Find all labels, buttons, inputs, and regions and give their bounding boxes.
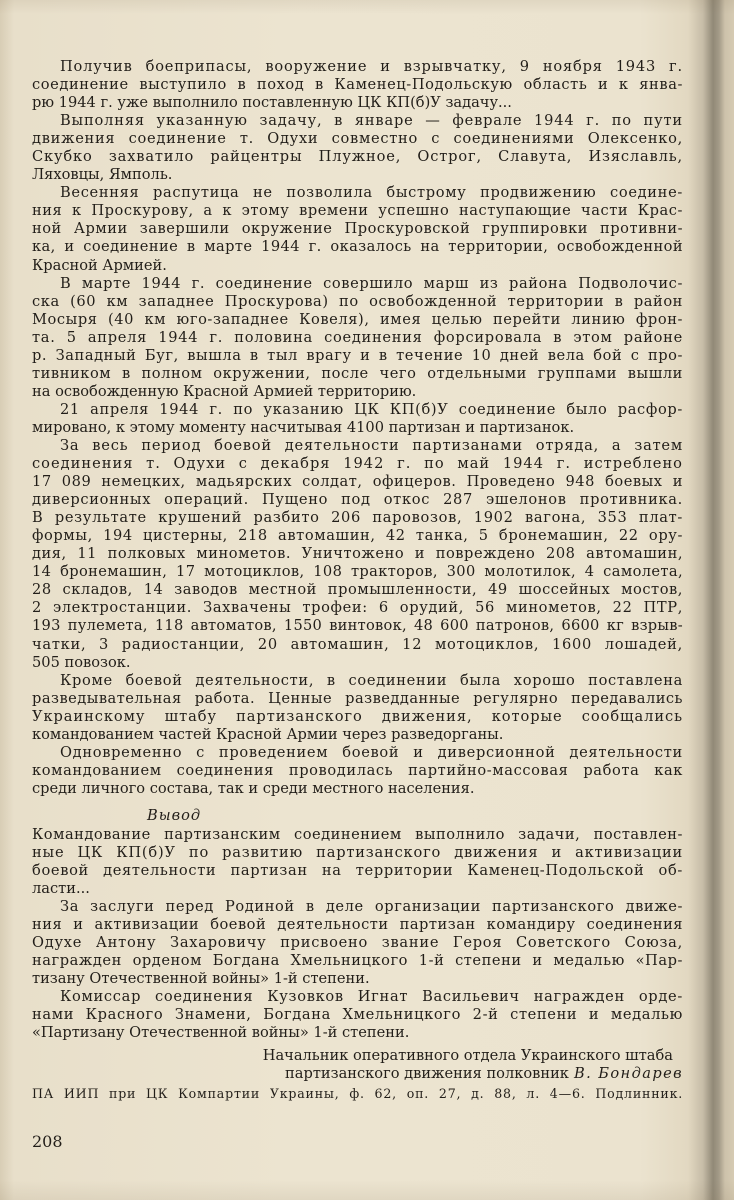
text-line: командованием частей Красной Армии через разведорганы. xyxy=(32,725,504,743)
paragraph xyxy=(32,988,683,1042)
text-line: ка, и соединение в марте 1944 г. оказалось на территории, освобожденной xyxy=(32,238,684,256)
text-line: боевой деятельности партизан на территории Каменец-Подольской об- xyxy=(32,862,683,880)
section-heading: Вывод xyxy=(147,806,202,824)
text-line: соединения т. Одухи с декабря 1942 г. по май 1944 г. истреблено xyxy=(32,455,683,473)
text-line: рю 1944 г. уже выполнило поставленную ЦК КП(б)У задачу... xyxy=(32,94,512,112)
text-line: соединение выступило в поход в Каменец-Подольскую область и к янва- xyxy=(32,76,684,94)
text-line: движения соединение т. Одухи совместно с соединениями Олексенко, xyxy=(32,130,683,148)
text-line: та. 5 апреля 1944 г. половина соединения форсировала в этом районе xyxy=(32,328,683,346)
text-line: ния и активизации боевой деятельности партизан командиру соединения xyxy=(32,916,684,934)
text-line: 17 089 немецких, мадьярских солдат, офицеров. Проведено 948 боевых и xyxy=(32,473,683,491)
text-line: 28 складов, 14 заводов местной промышленности, 49 шоссейных мостов, xyxy=(32,581,683,599)
text-line: Командование партизанским соединением выполнило задачи, поставлен- xyxy=(32,825,683,843)
text-line: Красной Армией. xyxy=(32,256,167,274)
text-line: 14 бронемашин, 17 мотоциклов, 108 тракторов, 300 молотилок, 4 самолета, xyxy=(32,563,683,581)
signatory-name: В. Бондарев xyxy=(574,1065,683,1083)
text-line: нами Красного Знамени, Богдана Хмельницкого 2-й степени и медалью xyxy=(32,1006,683,1024)
text-line: чатки, 3 радиостанции, 20 автомашин, 12 мотоциклов, 1600 лошадей, xyxy=(32,635,683,653)
text-line: р. Западный Буг, вышла в тыл врагу и в течение 10 дней вела бой с про- xyxy=(32,346,684,364)
text-line: командованием соединения проводилась партийно-массовая работа как xyxy=(32,761,684,779)
paragraph xyxy=(32,672,683,744)
text-line: тизану Отечественной войны» 1-й степени. xyxy=(32,970,370,988)
text-line: Скубко захватило райцентры Плужное, Острог, Славута, Изяславль, xyxy=(32,148,683,166)
text-line: тивником в полном окружении, после чего отдельными группами вышли xyxy=(32,364,683,382)
text-line: В результате крушений разбито 206 паровозов, 1902 вагона, 353 плат- xyxy=(32,509,683,527)
text-line: формы, 194 цистерны, 218 автомашин, 42 танка, 5 бронемашин, 22 ору- xyxy=(32,527,684,545)
text-line: «Партизану Отечественной войны» 1-й степени. xyxy=(32,1024,410,1042)
page-number: 208 xyxy=(32,1132,63,1151)
text-line: 21 апреля 1944 г. по указанию ЦК КП(б)У соединение было расфор- xyxy=(60,400,683,418)
text-line: разведывательная работа. Ценные разведданные регулярно передавались xyxy=(32,689,683,707)
text-line: Украинскому штабу партизанского движения, которые сообщались xyxy=(32,707,683,725)
paragraph xyxy=(32,58,683,112)
paragraph xyxy=(32,275,683,401)
text-line: ска (60 км западнее Проскурова) по освобожденной территории в район xyxy=(32,292,683,310)
paragraph xyxy=(32,112,683,184)
paragraph xyxy=(32,744,683,798)
text-line: Ляховцы, Ямполь. xyxy=(32,166,173,184)
paragraph xyxy=(32,898,683,988)
signatory-rank: партизанского движения полковник xyxy=(285,1065,569,1083)
text-line: диверсионных операций. Пущено под откос 287 эшелонов противника. xyxy=(32,491,684,509)
text-line: Выполняя указанную задачу, в январе — феврале 1944 г. по пути xyxy=(60,112,683,130)
paragraph xyxy=(32,826,683,898)
archive-reference: ПА ИИП при ЦК Компартии Украины, ф. 62, оп. 27, д. 88, л. 4—6. Подлинник. xyxy=(32,1086,684,1102)
paragraph xyxy=(32,184,683,274)
text-line: В марте 1944 г. соединение совершило марш из района Подволочис- xyxy=(60,274,684,292)
text-line: Комиссар соединения Кузовков Игнат Васильевич награжден орде- xyxy=(60,988,683,1006)
text-line: Одновременно с проведением боевой и диверсионной деятельности xyxy=(60,743,683,761)
text-line: 505 повозок. xyxy=(32,653,131,671)
body-text xyxy=(32,58,683,1103)
text-line: 193 пулемета, 118 автоматов, 1550 винтовок, 48 600 патронов, 6600 кг взрыв- xyxy=(32,617,683,635)
signature-block xyxy=(32,1047,683,1083)
text-line: награжден орденом Богдана Хмельницкого 1-й степени и медалью «Пар- xyxy=(32,952,683,970)
text-line: дия, 11 полковых минометов. Уничтожено и повреждено 208 автомашин, xyxy=(32,545,684,563)
text-line: ные ЦК КП(б)У по развитию партизанского движения и активизации xyxy=(32,843,684,861)
text-line: За весь период боевой деятельности партизанами отряда, а затем xyxy=(60,436,683,454)
text-line: ласти... xyxy=(32,880,90,898)
text-line: Весенняя распутица не позволила быстрому продвижению соедине- xyxy=(60,184,683,202)
signatory-title: Начальник оперативного отдела Украинского штаба xyxy=(262,1047,673,1065)
text-line: За заслуги перед Родиной в деле организации партизанского движе- xyxy=(60,898,684,916)
signatory-line xyxy=(32,1065,683,1083)
text-line: среди личного состава, так и среди местного населения. xyxy=(32,779,475,797)
text-line: Кроме боевой деятельности, в соединении была хорошо поставлена xyxy=(60,671,684,689)
text-line: ной Армии завершили окружение Проскуровской группировки противни- xyxy=(32,220,684,238)
text-line: 2 электростанции. Захвачены трофеи: 6 орудий, 56 минометов, 22 ПТР, xyxy=(32,599,684,617)
text-line: ния к Проскурову, а к этому времени успешно наступающие части Крас- xyxy=(32,202,683,220)
text-line: мировано, к этому моменту насчитывая 4100 партизан и партизанок. xyxy=(32,418,575,436)
text-line: на освобожденную Красной Армией территорию. xyxy=(32,382,417,400)
paragraph xyxy=(32,437,683,672)
text-line: Одухе Антону Захаровичу присвоено звание Героя Советского Союза, xyxy=(32,934,684,952)
paragraph xyxy=(32,401,683,437)
text-line: Получив боеприпасы, вооружение и взрывчатку, 9 ноября 1943 г. xyxy=(60,58,683,75)
text-line: Мосыря (40 км юго-западнее Ковеля), имея целью перейти линию фрон- xyxy=(32,310,684,328)
